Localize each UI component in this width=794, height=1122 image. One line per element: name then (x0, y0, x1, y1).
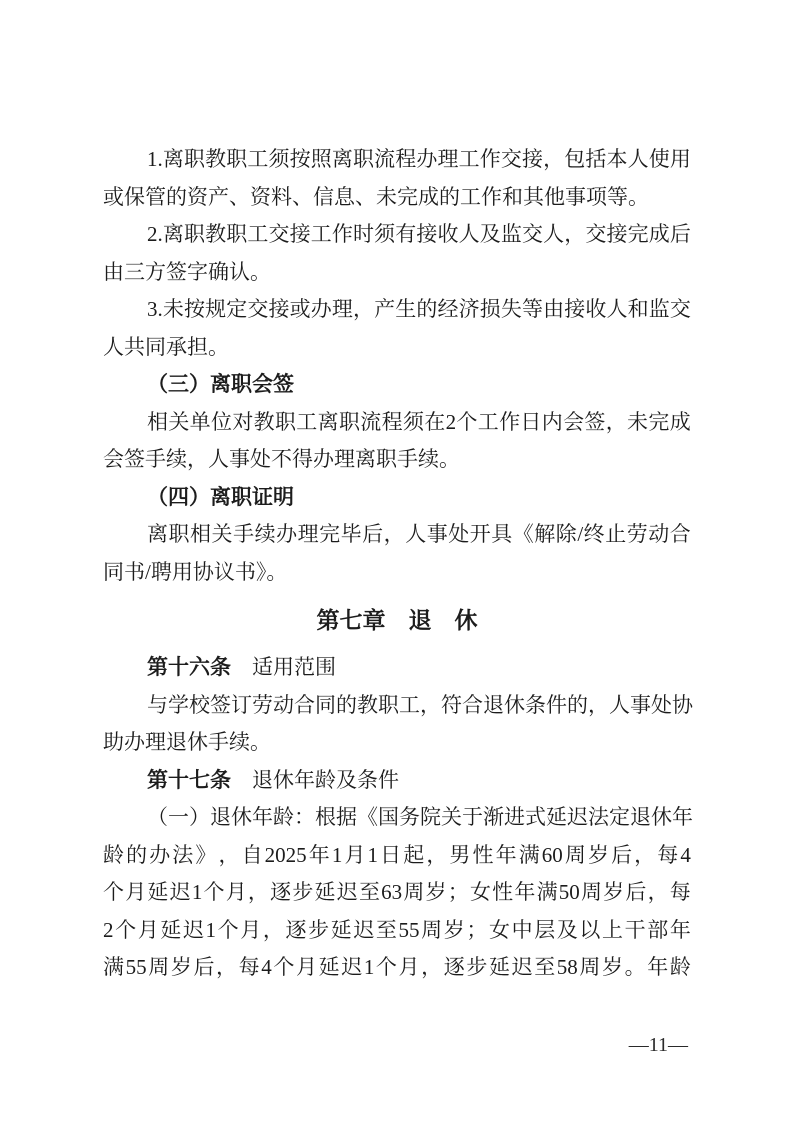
section-heading-lizhi-zhengming (103, 479, 691, 517)
line-text: 2 个 月 延 迟 1 个 月 ， 逐 步 延 迟 至 55 周 岁 ； 女 中 层 及 以 上 干 部 年 (103, 917, 691, 942)
paragraph-line (103, 516, 691, 554)
paragraph-line (103, 874, 691, 912)
article-heading-16 (103, 649, 691, 687)
paragraph-line (103, 291, 691, 329)
line-text: 人共同承担。 (103, 334, 229, 359)
article-title-text: 退休年龄及条件 (231, 767, 399, 792)
paragraph-line (103, 799, 691, 837)
paragraph-line (103, 724, 691, 762)
line-text: 3. 未 按 规 定 交 接 或 办 理 ， 产 生 的 经 济 损 失 等 由 接 收 人 和 监 交 (147, 297, 691, 321)
line-text: 龄 的 办 法 》 ， 自 2025 年 1 月 1 日 起 ， 男 性 年 满 60 周 岁 后 ， 每 4 (103, 842, 691, 867)
page-number: —11— (628, 1034, 688, 1056)
paragraph-line (103, 141, 691, 179)
line-text: 离 职 相 关 手 续 办 理 完 毕 后 ， 人 事 处 开 具 《 解 除 / 终 止 劳 动 合 (147, 522, 691, 546)
paragraph-line (103, 329, 691, 367)
paragraph-line (103, 179, 691, 217)
article-number-text: 第十六条 (147, 656, 231, 679)
line-text: 助办理退休手续。 (103, 730, 271, 754)
line-text: 满 55 周 岁 后 ， 每 4 个 月 延 迟 1 个 月 ， 逐 步 延 迟 至 58 周 岁 。 年 龄 (103, 955, 691, 979)
chapter-heading-text: 第七章 退 休 (316, 607, 478, 633)
paragraph-line (103, 687, 691, 725)
line-text: 或保管的资产、资料、信息、未完成的工作和其他事项等。 (103, 184, 649, 209)
paragraph-line (103, 216, 691, 254)
paragraph-line (103, 254, 691, 292)
paragraph-line (103, 912, 691, 950)
line-text: 同书/聘用协议书》。 (103, 559, 288, 584)
paragraph-line (103, 441, 691, 479)
paragraph-line (103, 404, 691, 442)
paragraph-line (103, 837, 691, 875)
article-heading-17 (103, 762, 691, 800)
line-text: 相 关 单 位 对 教 职 工 离 职 流 程 须 在 2 个 工 作 日 内 会 签 ， 未 完 成 (147, 409, 691, 434)
document-body (103, 141, 691, 987)
line-text: 与 学 校 签 订 劳 动 合 同 的 教 职 工 ， 符 合 退 休 条 件 的 ， 人 事 处 协 (147, 692, 693, 717)
line-text: （ 一 ） 退 休 年 龄 ： 根 据 《 国 务 院 关 于 渐 进 式 延 迟 法 定 退 休 年 (147, 805, 693, 829)
line-text: 由三方签字确认。 (103, 259, 271, 284)
section-heading-text: （三）离职会签 (147, 373, 294, 396)
line-text: 个 月 延 迟 1 个 月 ， 逐 步 延 迟 至 63 周 岁 ； 女 性 年 满 50 周 岁 后 ， 每 (103, 880, 691, 904)
chapter-heading-retirement (103, 591, 691, 649)
line-text: 会签手续，人事处不得办理离职手续。 (103, 447, 460, 471)
paragraph-line (103, 554, 691, 592)
article-number-text: 第十七条 (147, 768, 231, 792)
article-title-text: 适用范围 (231, 655, 336, 679)
section-heading-text: （四）离职证明 (147, 485, 294, 509)
line-text: 1. 离 职 教 职 工 须 按 照 离 职 流 程 办 理 工 作 交 接 ， 包 括 本 人 使 用 (147, 147, 691, 171)
line-text: 2. 离 职 教 职 工 交 接 工 作 时 须 有 接 收 人 及 监 交 人 ， 交 接 完 成 后 (147, 222, 691, 246)
section-heading-lizhi-huiqian (103, 366, 691, 404)
paragraph-line (103, 949, 691, 987)
